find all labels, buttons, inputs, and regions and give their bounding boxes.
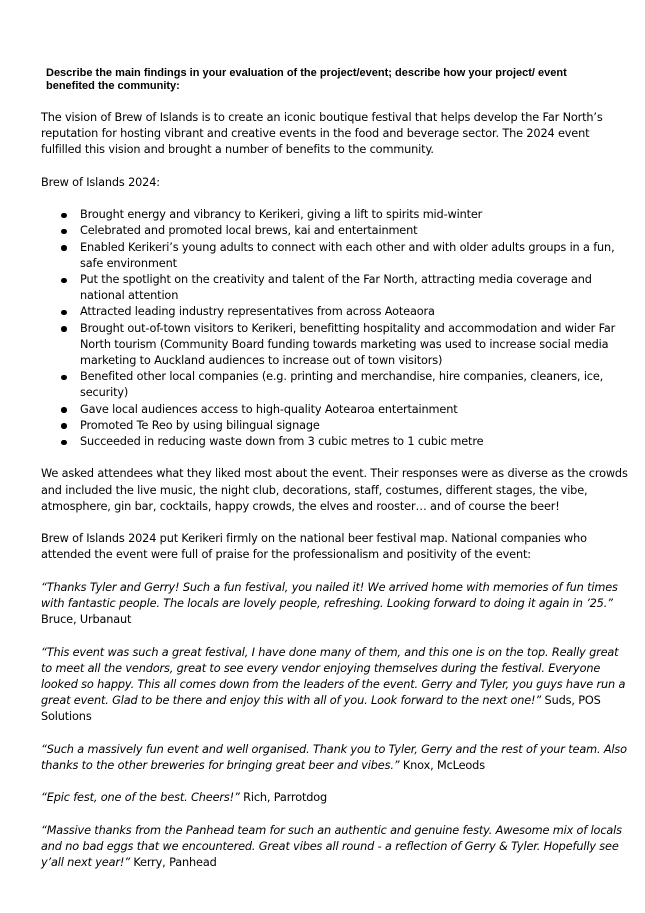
testimonial-author: Rich, Parrotdog: [239, 791, 328, 805]
testimonial-quote: “This event was such a great festival, I have done many of them, and this one is on the top. Really great to meet all the vendors, great to see every vendor enjoying themselves during the festival. Everyone looked so happy. This all comes down from the leaders of the event. Gerry and Tyler, you guys have run a great event. Glad to be there and enjoy this with all of you. Look forward to the next one!”: [41, 645, 626, 708]
list-item: Attracted leading industry representatives from across Aoteaora: [80, 304, 631, 320]
benefits-list: [41, 207, 631, 450]
testimonial-quote: “Epic fest, one of the best. Cheers!”: [41, 791, 240, 805]
list-item: Promoted Te Reo by using bilingual signage: [80, 418, 631, 434]
section-heading: Describe the main findings in your evaluation of the project/event; describe how your project/ event benefited the community:: [46, 67, 567, 92]
list-item: Benefited other local companies (e.g. printing and merchandise, hire companies, cleaners, ice, security): [80, 369, 631, 401]
testimonial-author: Suds, POS Solutions: [41, 694, 601, 724]
list-item: Celebrated and promoted local brews, kai and entertainment: [80, 223, 631, 239]
testimonial: [41, 823, 631, 872]
list-item: Enabled Kerikeri’s young adults to connect with each other and with older adults groups in a fun, safe environment: [80, 240, 631, 272]
list-item: Succeeded in reducing waste down from 3 cubic metres to 1 cubic metre: [80, 434, 631, 450]
testimonial-quote: “Thanks Tyler and Gerry! Such a fun festival, you nailed it! We arrived home with memories of fun times with fantastic people. The locals are lovely people, refreshing. Looking forward to doing it again in ’25.”: [41, 580, 618, 611]
testimonial-author: Knox, McLeods: [399, 759, 485, 773]
testimonial: [41, 742, 631, 774]
testimonial: [41, 580, 631, 629]
testimonial: [41, 790, 631, 806]
testimonial: [41, 645, 631, 726]
list-item: Brought out-of-town visitors to Kerikeri, benefitting hospitality and accommodation and wider Far North tourism (Community Board funding towards marketing was used to increase social media marketing to Auckland audiences to increase out of town visitors): [80, 321, 631, 370]
national-paragraph: Brew of Islands 2024 put Kerikeri firmly on the national beer festival map. National companies who attended the event were full of praise for the professionalism and positivity of the event:: [41, 532, 587, 562]
list-item: Brought energy and vibrancy to Kerikeri, giving a lift to spirits mid-winter: [80, 207, 631, 223]
testimonial-author: Kerry, Panhead: [129, 856, 217, 870]
document-body: [41, 110, 631, 888]
list-item: Gave local audiences access to high-quality Aotearoa entertainment: [80, 402, 631, 418]
testimonial-quote: “Massive thanks from the Panhead team for such an authentic and genuine festy. Awesome mix of locals and no bad eggs that we encountered. Great vibes all round - a reflection of Gerry & Tyler. Hopefully see y’all next year!”: [41, 823, 622, 870]
attendees-paragraph: We asked attendees what they liked most about the event. Their responses were as diverse as the crowds and included the live music, the night club, decorations, staff, costumes, different stages, the vibe, atmosphere, gin bar, cocktails, happy crowds, the elves and rooster… and of course the beer!: [41, 467, 628, 513]
testimonial-quote: “Such a massively fun event and well organised. Thank you to Tyler, Gerry and the rest of your team. Also thanks to the other breweries for bringing great beer and vibes.”: [41, 742, 627, 773]
list-item: Put the spotlight on the creativity and talent of the Far North, attracting media coverage and national attention: [80, 272, 631, 304]
list-title: Brew of Islands 2024:: [41, 175, 160, 189]
intro-paragraph: The vision of Brew of Islands is to create an iconic boutique festival that helps develop the Far North’s reputation for hosting vibrant and creative events in the food and beverage sector. The 2024 event fulfilled this vision and brought a number of benefits to the community.: [41, 111, 603, 157]
testimonial-author: Bruce, Urbanaut: [41, 613, 132, 627]
